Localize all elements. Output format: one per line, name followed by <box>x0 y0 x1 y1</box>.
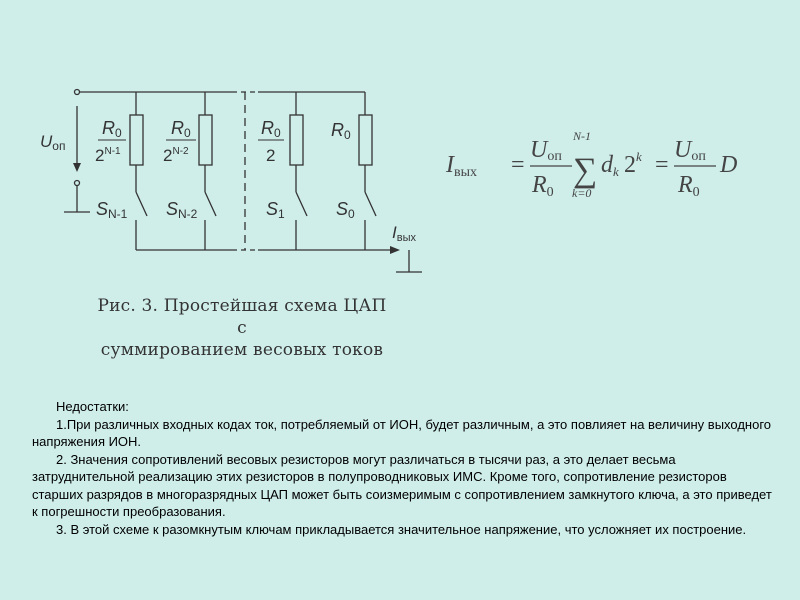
s-symbol-3: S <box>266 199 279 219</box>
s-symbol-2: S <box>166 199 179 219</box>
r0-symbol-4: R <box>331 120 344 140</box>
s-sub-1: 1 <box>278 207 285 221</box>
resistor-r0-2 <box>290 115 303 165</box>
svg-text:Uоп <box>40 132 65 153</box>
s-sub-n1: N-1 <box>108 207 128 221</box>
r0-sub-1: 0 <box>115 126 122 140</box>
formula-r-symbol-1: R <box>532 172 547 198</box>
switch-sn1 <box>136 192 147 216</box>
svg-text:Uоп <box>530 137 562 164</box>
r0-symbol-1: R <box>102 118 115 138</box>
svg-text:2N-2 <box>163 146 189 165</box>
s-sub-0: 0 <box>348 207 355 221</box>
den-2-1: 2 <box>95 146 105 165</box>
formula-r-sub-1: 0 <box>546 185 554 200</box>
svg-text:R0 <box>171 118 191 140</box>
i-out-sub: вых <box>396 232 416 244</box>
svg-text:Iвых <box>392 223 416 244</box>
svg-text:R0 <box>261 118 281 140</box>
formula-r-sub-2: 0 <box>692 185 700 200</box>
sum-upper: N-1 <box>573 129 591 143</box>
den-2-2: 2 <box>163 146 173 165</box>
den-two: 2 <box>266 146 276 165</box>
svg-text:SN-2 <box>166 199 198 221</box>
formula-i-symbol: I <box>446 152 454 178</box>
svg-text:2k <box>624 149 642 178</box>
formula-exp: k <box>636 149 642 164</box>
drawbacks-text <box>32 398 780 538</box>
output-current-formula <box>445 129 737 200</box>
svg-text:R0 <box>102 118 122 140</box>
resistor-r0-2n1 <box>130 115 143 165</box>
s-sub-n2: N-2 <box>178 207 198 221</box>
sigma: ∑ <box>573 152 598 189</box>
i-out-symbol: I <box>392 223 397 242</box>
formula-u-sub-2: оп <box>691 149 706 164</box>
formula-u-symbol-2: U <box>674 137 692 163</box>
svg-text:S1 <box>266 199 285 221</box>
r0-sub-4: 0 <box>344 128 351 142</box>
formula-two: 2 <box>624 152 636 178</box>
r0-symbol-3: R <box>261 118 274 138</box>
notes-item-2: 2. Значения сопротивлений весовых резисторов могут различаться в тысячи раз, а это делает весьма затруднительной реализацию этих резисторов в полупроводниковых ИМС. Кроме того, сопротивление резисторов старших разрядов в многоразрядных ЦАП может быть соизмеримым с сопротивлением замкнутого ключа, а это приведет к погрешности преобразования. <box>32 451 772 519</box>
svg-text:2N-1 <box>95 146 121 165</box>
switch-sn2 <box>205 192 216 216</box>
u-op-sub: оп <box>52 139 66 153</box>
svg-text:Uоп <box>674 137 706 164</box>
formula-d-symbol: d <box>601 152 613 178</box>
svg-text:SN-1 <box>96 199 128 221</box>
r0-symbol-2: R <box>171 118 184 138</box>
formula-eq-2: = <box>655 152 669 178</box>
s-symbol-4: S <box>336 199 349 219</box>
sum-lower: k=0 <box>572 186 592 200</box>
output-arrow <box>390 246 400 254</box>
r0-sub-3: 0 <box>274 126 281 140</box>
notes-item-3: 3. В этой схеме к разомкнутым ключам прикладывается значительное напряжение, что усложняет их построение. <box>56 521 747 537</box>
formula-d: D <box>720 152 738 178</box>
svg-text:R0 <box>331 120 351 142</box>
formula-i-sub: вых <box>454 165 478 180</box>
sup-n1: N-1 <box>104 146 121 157</box>
caption-line-2: суммированием весовых токов <box>100 340 384 360</box>
input-terminal-top <box>75 90 80 95</box>
u-op-symbol: U <box>40 132 53 151</box>
notes-heading: Недостатки: <box>56 399 129 414</box>
s-symbol-1: S <box>96 199 109 219</box>
svg-text:R0 <box>531 172 554 200</box>
svg-text:R0 <box>677 172 700 200</box>
formula-eq-1: = <box>511 152 525 178</box>
resistor-r0-2n2 <box>199 115 212 165</box>
input-terminal-bottom <box>75 181 80 186</box>
resistor-r0 <box>359 115 372 165</box>
formula-r-symbol-2: R <box>678 172 693 198</box>
svg-text:dk <box>601 152 619 179</box>
svg-text:S0 <box>336 199 355 221</box>
notes-item-1: 1.При различных входных кодах ток, потребляемый от ИОН, будет различным, а это повлияет на величину выходного напряжения ИОН. <box>32 416 772 449</box>
svg-text:Iвых <box>445 152 477 180</box>
r0-sub-2: 0 <box>184 126 191 140</box>
switch-s1 <box>296 192 307 216</box>
switch-s0 <box>365 192 376 216</box>
formula-u-sub-1: оп <box>547 149 562 164</box>
figure-caption <box>92 295 392 361</box>
formula-u-symbol-1: U <box>530 137 548 163</box>
formula-d-sub: k <box>613 164 619 179</box>
sup-n2: N-2 <box>172 146 189 157</box>
caption-line-1: Рис. 3. Простейшая схема ЦАП с <box>97 296 387 338</box>
